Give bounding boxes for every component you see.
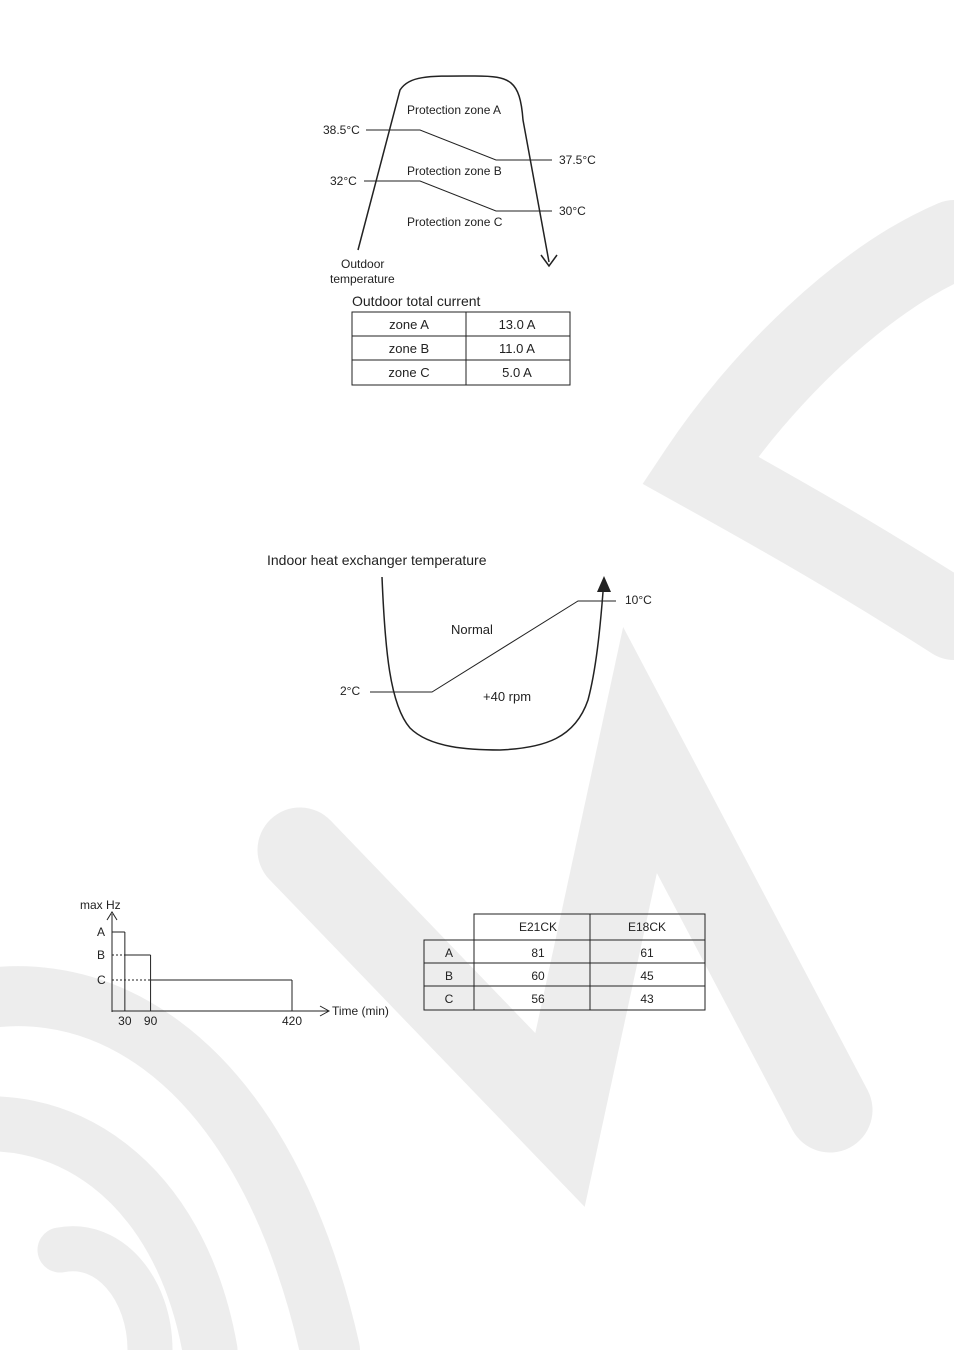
table1-row-zone: zone B <box>388 341 430 356</box>
label-temp-10: 10°C <box>625 593 652 607</box>
level-label: A <box>97 925 106 939</box>
table1-row-current: 13.0 A <box>498 317 536 332</box>
table2-row-label: B <box>444 969 454 983</box>
label-temp-38-5: 38.5°C <box>323 123 360 137</box>
table2-header: E18CK <box>627 920 667 934</box>
level-label: B <box>97 948 106 962</box>
table1-row-zone: zone C <box>388 365 430 380</box>
diagram2-title: Indoor heat exchanger temperature <box>267 552 487 568</box>
table2-cell: 61 <box>640 946 654 960</box>
label-temp-2: 2°C <box>340 684 361 698</box>
label-protection-zone-c: Protection zone C <box>407 215 503 229</box>
label-protection-zone-a: Protection zone A <box>407 103 502 117</box>
chart-ylabel: max Hz <box>80 898 121 912</box>
x-tick-label: 30 <box>118 1014 132 1028</box>
table2-cell: 43 <box>640 992 654 1006</box>
table2-row-label: C <box>444 992 454 1006</box>
label-temp-30: 30°C <box>559 204 586 218</box>
label-rpm: +40 rpm <box>483 689 532 704</box>
table1-row-zone: zone A <box>389 317 429 332</box>
table2-row-label: A <box>444 946 454 960</box>
label-temp-32: 32°C <box>330 174 357 188</box>
x-tick-label: 420 <box>281 1014 303 1028</box>
table2-cell: 56 <box>531 992 545 1006</box>
level-label: C <box>97 973 106 987</box>
label-temperature: temperature <box>330 272 395 286</box>
x-tick-label: 90 <box>143 1014 158 1028</box>
label-protection-zone-b: Protection zone B <box>407 164 502 178</box>
label-temp-37-5: 37.5°C <box>559 153 596 167</box>
table1-title: Outdoor total current <box>352 293 481 309</box>
watermark-arc-inner <box>60 1249 150 1350</box>
table1-row-current: 11.0 A <box>499 341 535 356</box>
table2-cell: 45 <box>640 969 654 983</box>
table2-header: E21CK <box>518 920 558 934</box>
label-normal: Normal <box>451 622 493 637</box>
table2-cell: 60 <box>531 969 545 983</box>
chart-xlabel: Time (min) <box>332 1004 389 1018</box>
table2-cell: 81 <box>531 946 545 960</box>
table1-row-current: 5.0 A <box>502 365 532 380</box>
label-outdoor: Outdoor <box>341 257 385 271</box>
